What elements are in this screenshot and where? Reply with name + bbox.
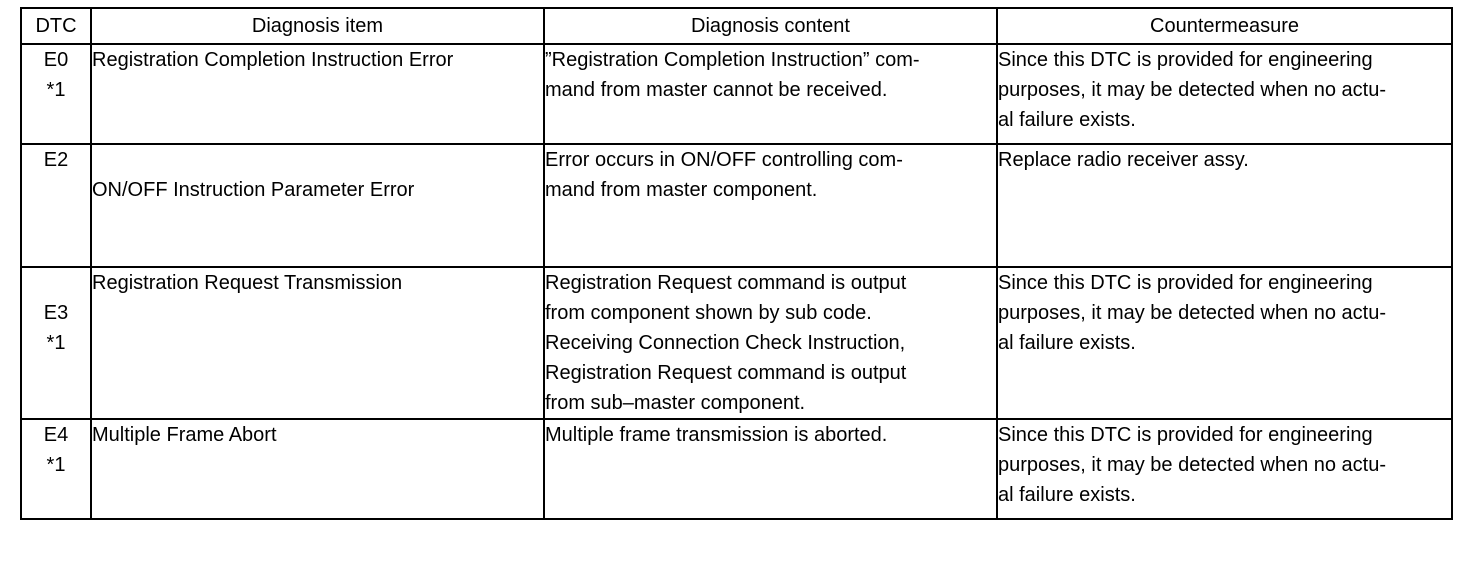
header-diagnosis-content: Diagnosis content — [544, 8, 997, 44]
dtc-note: *1 — [46, 454, 66, 476]
diagnosis-item-cell: Registration Completion Instruction Error — [91, 44, 544, 144]
dtc-code: E4 — [43, 424, 69, 446]
header-diagnosis-item: Diagnosis item — [91, 8, 544, 44]
diagnosis-content-cell: Registration Request command is output from component shown by sub code. Receiving Connection Check Instruction, Registration Request command is output from sub–master component. — [544, 267, 997, 419]
table-row — [21, 144, 1452, 267]
table-row — [21, 44, 1452, 144]
header-dtc: DTC — [21, 8, 91, 44]
diagnosis-item-text: ON/OFF Instruction Parameter Error — [92, 179, 415, 201]
table-row — [21, 419, 1452, 519]
diagnosis-content-cell: ”Registration Completion Instruction” com- mand from master cannot be received. — [544, 44, 997, 144]
dtc-note: *1 — [46, 332, 66, 354]
dtc-code: E2 — [43, 149, 69, 171]
header-row — [21, 8, 1452, 44]
header-countermeasure: Countermeasure — [997, 8, 1452, 44]
countermeasure-cell: Since this DTC is provided for engineering purposes, it may be detected when no actu- al failure exists. — [997, 267, 1452, 419]
dtc-code: E0 — [43, 49, 69, 71]
dtc-note: *1 — [46, 79, 66, 101]
diagnosis-item-cell: Multiple Frame Abort — [91, 419, 544, 519]
countermeasure-cell: Since this DTC is provided for engineering purposes, it may be detected when no actu- al failure exists. — [997, 419, 1452, 519]
dtc-code: E3 — [43, 302, 69, 324]
dtc-table — [20, 7, 1453, 520]
countermeasure-cell: Since this DTC is provided for engineering purposes, it may be detected when no actu- al failure exists. — [997, 44, 1452, 144]
dtc-cell — [21, 44, 91, 144]
diagnosis-item-cell: Registration Request Transmission — [91, 267, 544, 419]
countermeasure-cell: Replace radio receiver assy. — [997, 144, 1452, 267]
dtc-cell — [21, 419, 91, 519]
diagnosis-content-cell: Error occurs in ON/OFF controlling com- mand from master component. — [544, 144, 997, 267]
table-row — [21, 267, 1452, 419]
dtc-cell — [21, 267, 91, 419]
diagnosis-item-cell — [91, 144, 544, 267]
dtc-cell — [21, 144, 91, 267]
diagnosis-content-cell: Multiple frame transmission is aborted. — [544, 419, 997, 519]
